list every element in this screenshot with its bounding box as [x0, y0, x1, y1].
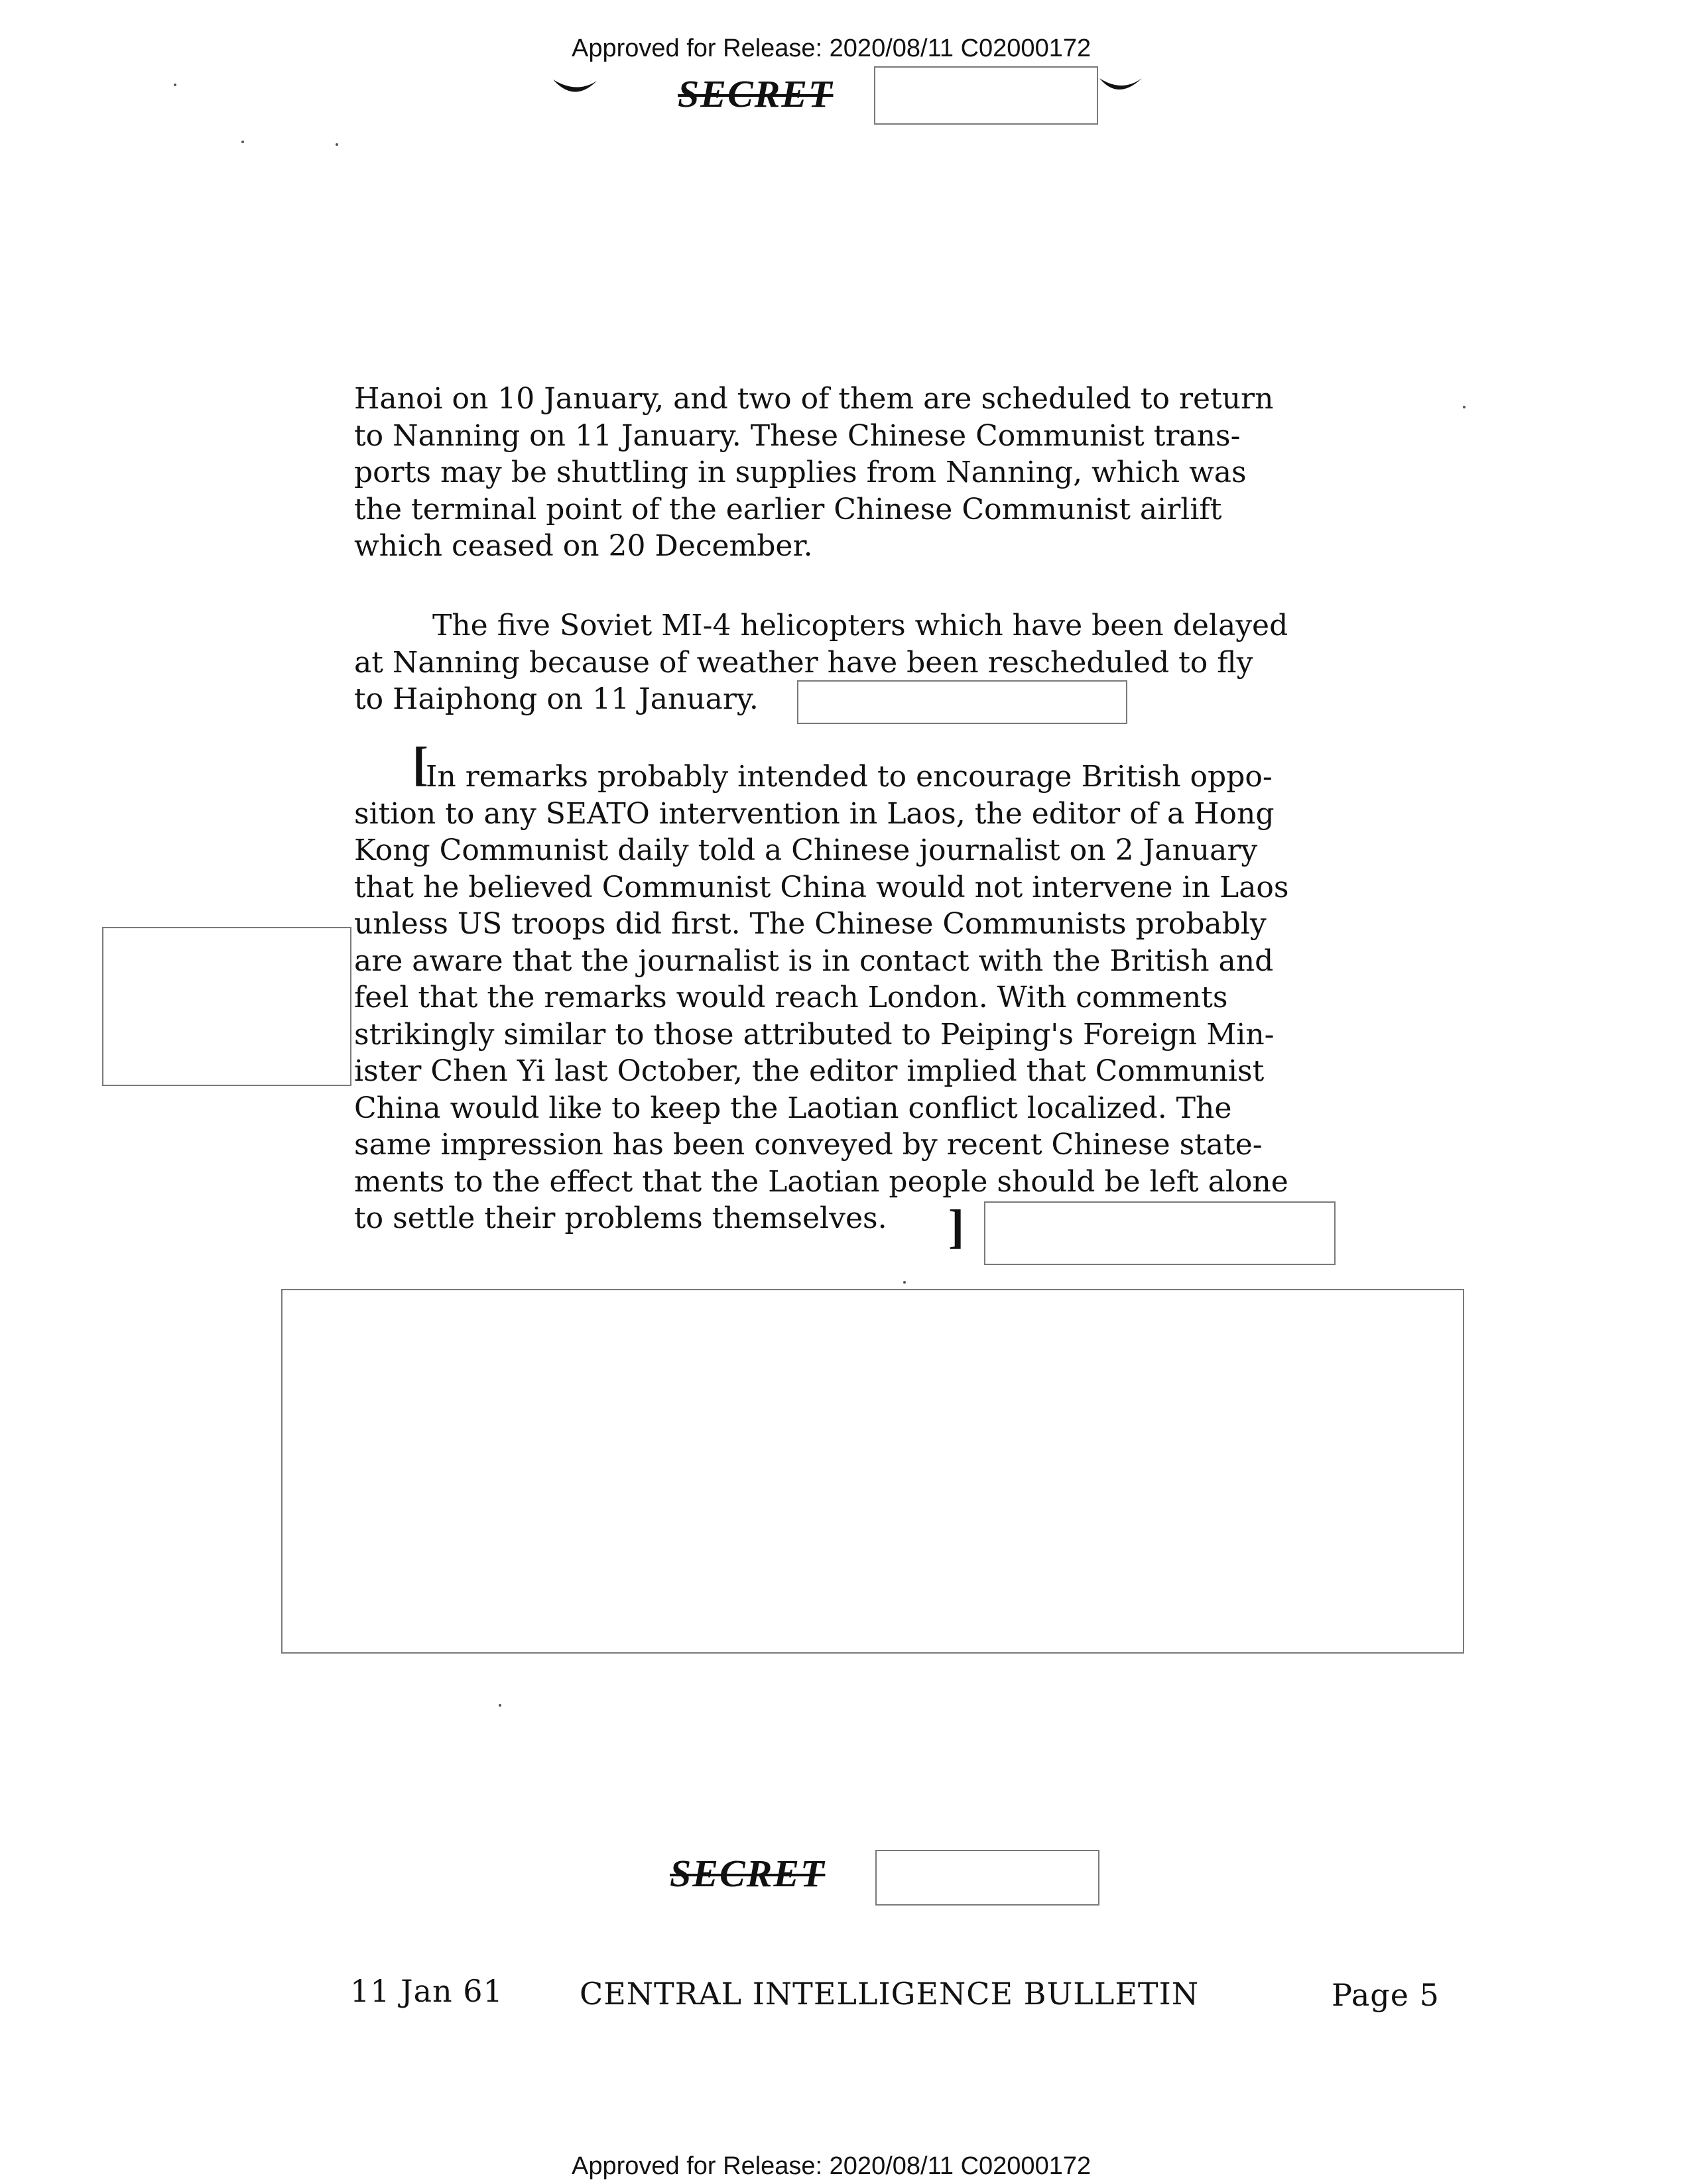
bracket-close-mark: ] [948, 1200, 964, 1253]
text-line: ports may be shuttling in supplies from Nanning, which was [354, 455, 1247, 489]
footer-page-number: Page 5 [1332, 1977, 1440, 2013]
redaction-box-large [281, 1289, 1464, 1654]
text-line: at Nanning because of weather have been rescheduled to fly [354, 645, 1253, 680]
scan-speck [336, 143, 338, 146]
text-line: ments to the effect that the Laotian people should be left alone [354, 1164, 1288, 1199]
paragraph-1 [354, 381, 1273, 565]
text-line: that he believed Communist China would not intervene in Laos [354, 870, 1289, 904]
text-line: to Haiphong on 11 January. [354, 682, 759, 716]
bracket-open-mark: [ [412, 737, 428, 790]
release-header: Approved for Release: 2020/08/11 C02000172 [572, 34, 1092, 62]
text-line: the terminal point of the earlier Chinese Communist airlift [354, 492, 1222, 526]
text-line: are aware that the journalist is in contact with the British and [354, 943, 1274, 978]
punch-mark-left [550, 74, 603, 101]
redaction-box-paragraph-3 [984, 1201, 1336, 1265]
text-line: which ceased on 20 December. [354, 529, 813, 563]
footer-publication: CENTRAL INTELLIGENCE BULLETIN [580, 1976, 1199, 2012]
redaction-box-paragraph-2 [797, 680, 1127, 724]
paragraph-3 [354, 758, 1289, 1237]
text-line: The five Soviet MI-4 helicopters which have been delayed [432, 609, 1288, 642]
redaction-box-margin [102, 927, 351, 1086]
punch-mark-right [1095, 74, 1149, 101]
text-line: Hanoi on 10 January, and two of them are scheduled to return [354, 382, 1274, 416]
text-line: feel that the remarks would reach London. With comments [354, 981, 1228, 1014]
text-line: sition to any SEATO intervention in Laos, the editor of a Hong [354, 796, 1275, 831]
text-line: to Nanning on 11 January. These Chinese Communist trans- [354, 418, 1241, 453]
text-line: strikingly similar to those attributed to Peiping's Foreign Min- [354, 1017, 1275, 1052]
classification-header: SECRET [678, 72, 834, 115]
text-line: China would like to keep the Laotian conflict localized. The [354, 1091, 1232, 1125]
redaction-box-footer [875, 1850, 1099, 1906]
text-line: Kong Communist daily told a Chinese journalist on 2 January [354, 833, 1258, 867]
scan-speck [174, 84, 176, 86]
text-line: ister Chen Yi last October, the editor implied that Communist [354, 1054, 1265, 1088]
text-line: unless US troops did first. The Chinese Communists probably [354, 907, 1267, 941]
text-line: In remarks probably intended to encourage British oppo- [426, 760, 1273, 794]
scan-speck [903, 1281, 906, 1284]
footer-date: 11 Jan 61 [350, 1973, 503, 2009]
scan-speck [241, 141, 244, 143]
text-line: to settle their problems themselves. [354, 1201, 887, 1235]
text-line: same impression has been conveyed by recent Chinese state- [354, 1128, 1263, 1162]
scan-speck [1463, 406, 1466, 408]
release-footer: Approved for Release: 2020/08/11 C02000172 [572, 2152, 1092, 2180]
redaction-box-header [874, 66, 1098, 125]
scan-speck [499, 1704, 501, 1707]
classification-footer: SECRET [670, 1852, 826, 1895]
